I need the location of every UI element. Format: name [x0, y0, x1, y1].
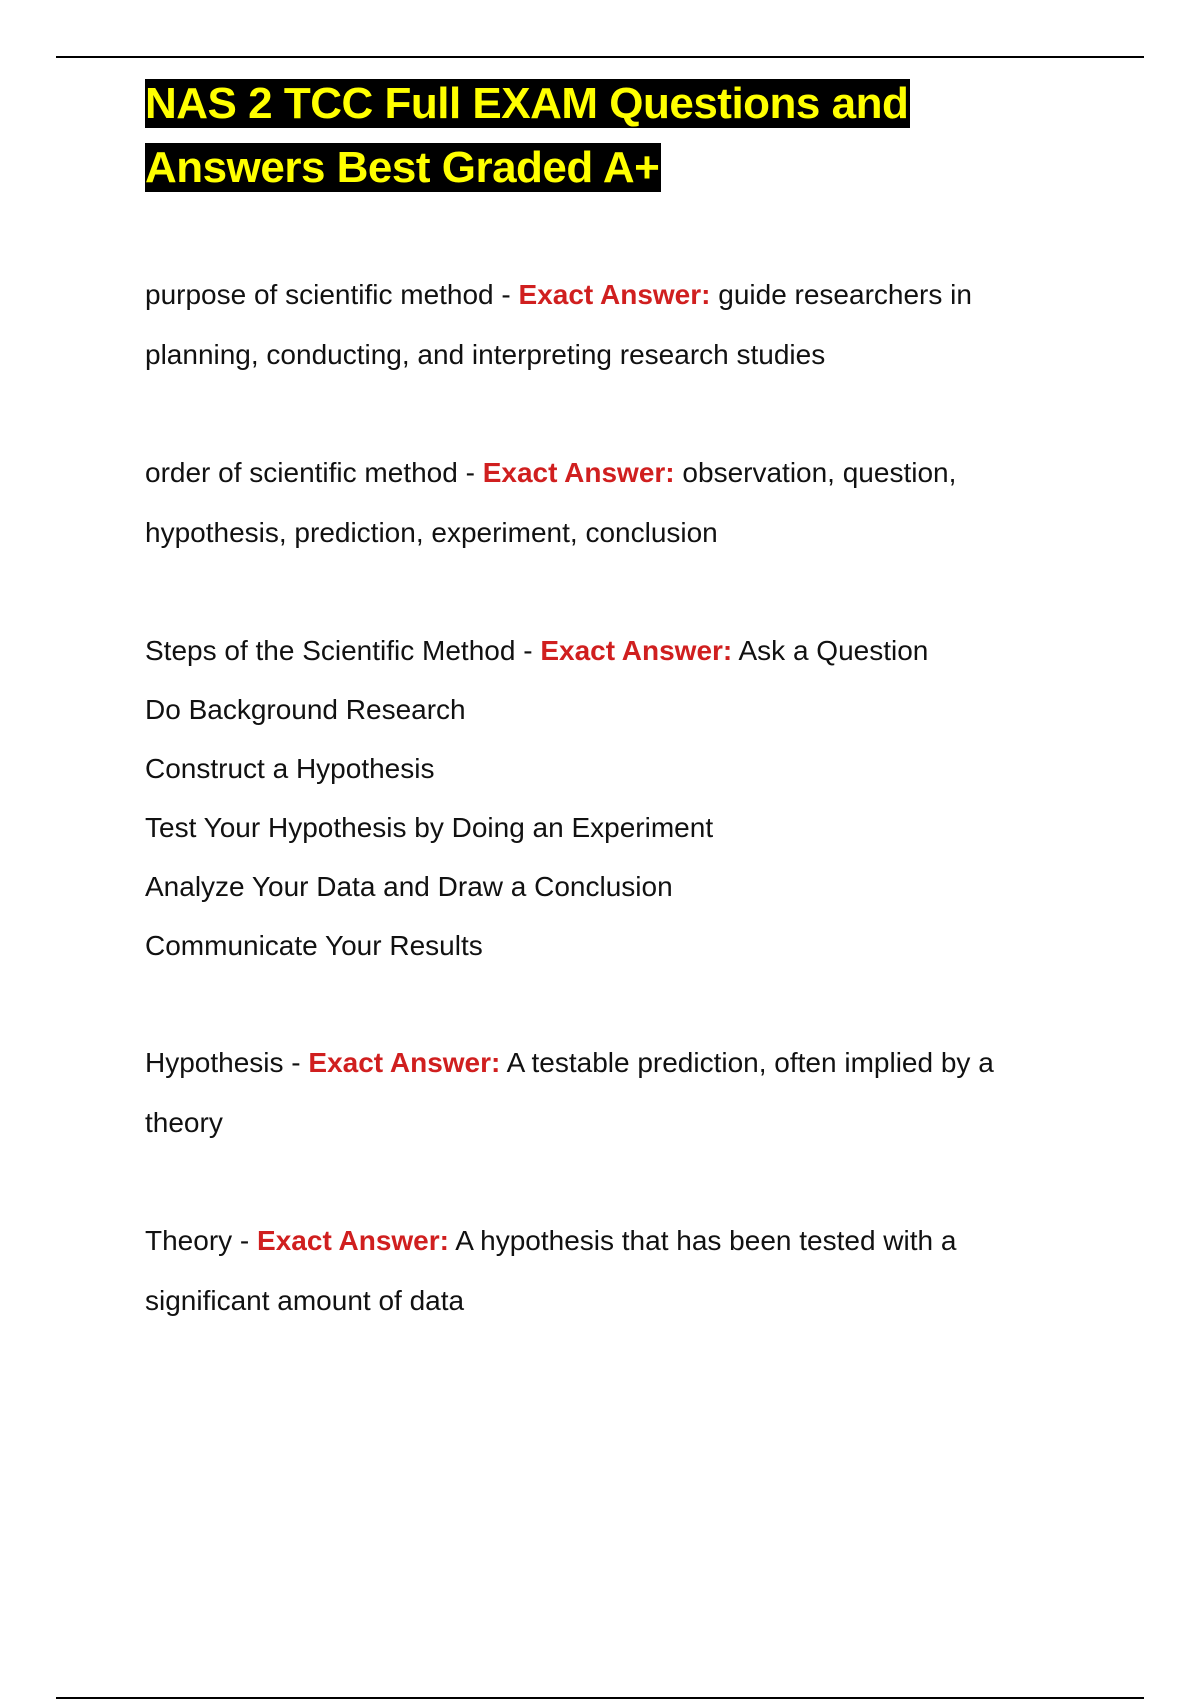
- qa-item: Hypothesis - Exact Answer: A testable prediction, often implied by a theory: [145, 1047, 994, 1138]
- question-term: purpose of scientific method: [145, 279, 494, 310]
- qa-list: [145, 265, 1045, 1331]
- answer-text: Ask a Question: [738, 635, 929, 666]
- answer-label: Exact Answer:: [540, 635, 733, 666]
- header-rule: [56, 56, 1144, 58]
- qa-item: order of scientific method - Exact Answer: observation, question, hypothesis, prediction, experiment, conclusion: [145, 457, 957, 548]
- question-term: Steps of the Scientific Method: [145, 635, 516, 666]
- document-body: [145, 72, 1045, 1389]
- question-term: Hypothesis: [145, 1047, 284, 1078]
- answer-label: Exact Answer:: [482, 457, 675, 488]
- answer-line: Construct a Hypothesis: [145, 753, 435, 784]
- answer-line: Steps of the Scientific Method - Exact Answer: Ask a Question: [145, 635, 929, 666]
- title-text: NAS 2 TCC Full EXAM Questions and Answers Best Graded A+: [145, 79, 909, 192]
- answer-text: A hypothesis that has been tested with a significant amount of data: [145, 1225, 957, 1316]
- answer-line: Test Your Hypothesis by Doing an Experiment: [145, 812, 714, 843]
- answer-text: guide researchers in planning, conducting, and interpreting research studies: [145, 279, 972, 370]
- answer-line: Do Background Research: [145, 694, 466, 725]
- answer-text: A testable prediction, often implied by a theory: [145, 1047, 994, 1138]
- qa-item: purpose of scientific method - Exact Answer: guide researchers in planning, conducting, and interpreting research studies: [145, 279, 972, 370]
- qa-item: Theory - Exact Answer: A hypothesis that has been tested with a significant amount of data: [145, 1225, 957, 1316]
- question-term: order of scientific method: [145, 457, 458, 488]
- document-title: [145, 72, 1045, 200]
- question-term: Theory: [145, 1225, 233, 1256]
- answer-label: Exact Answer:: [308, 1047, 501, 1078]
- answer-label: Exact Answer:: [518, 279, 711, 310]
- answer-label: Exact Answer:: [257, 1225, 449, 1256]
- qa-item: [145, 621, 1045, 975]
- answer-text: observation, question, hypothesis, prediction, experiment, conclusion: [145, 457, 957, 548]
- answer-line: Communicate Your Results: [145, 930, 483, 961]
- answer-line: Analyze Your Data and Draw a Conclusion: [145, 871, 673, 902]
- footer-rule: [56, 1697, 1144, 1699]
